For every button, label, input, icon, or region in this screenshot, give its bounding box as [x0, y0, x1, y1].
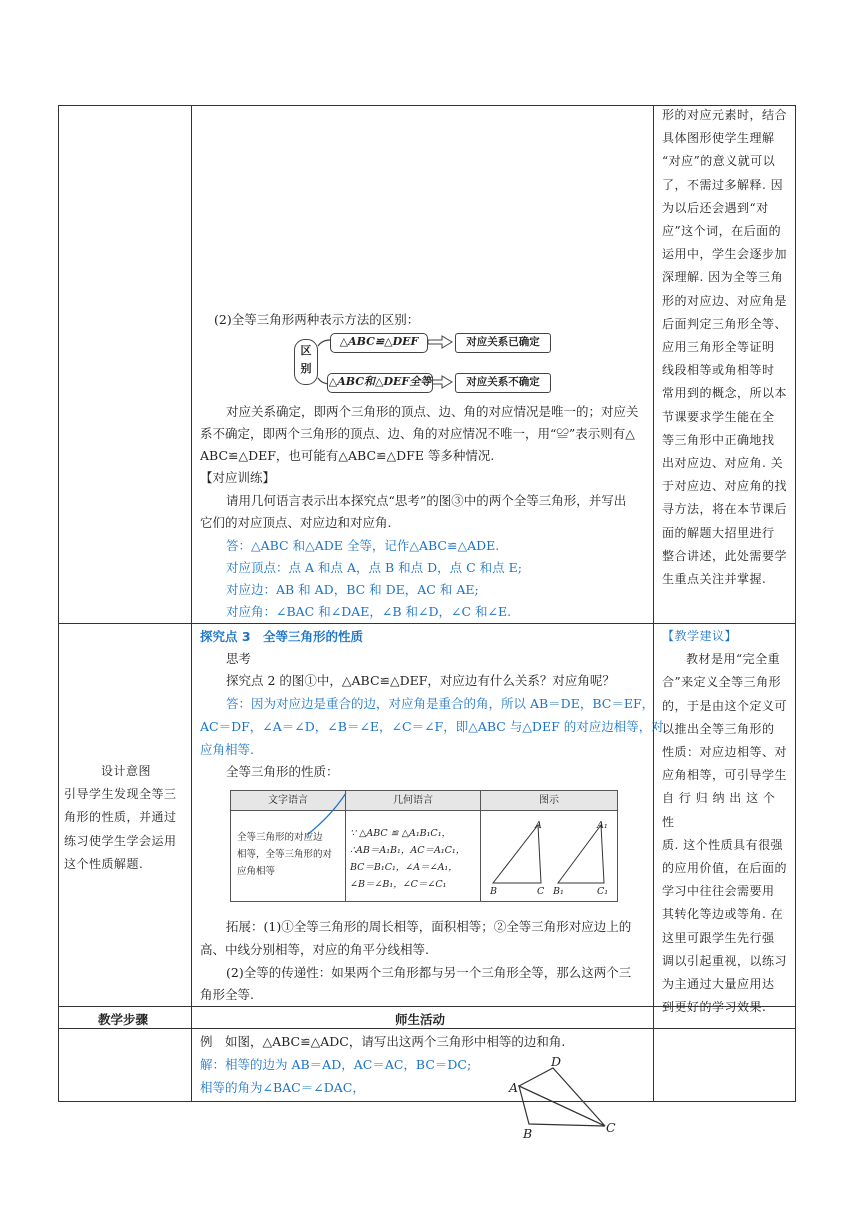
solution-line-1: 解：相等的边为 AB＝AD，AC＝AC，BC＝DC; — [200, 1057, 472, 1072]
th-geometry-language: 几何语言 — [346, 791, 480, 811]
answer-line-3: 对应边：AB 和 AD，BC 和 DE，AC 和 AE; — [226, 582, 479, 597]
answer-line-4: 对应角：∠BAC 和∠DAE，∠B 和∠D，∠C 和∠E. — [226, 604, 512, 619]
mid-answer-3: 应角相等. — [200, 742, 254, 757]
para-line-3: ABC≌△DEF，也可能有△ABC≌△DFE 等多种情况. — [200, 448, 495, 463]
box-abc-congruent-def: △ABC≌△DEF — [330, 333, 428, 353]
fig-label-a1: A₁ — [597, 820, 608, 831]
table-border-left — [58, 105, 59, 1102]
extend-line-1: 拓展：(1)①全等三角形的周长相等，面积相等；②全等三角形对应边上的 — [226, 919, 632, 934]
ex-label-a: A — [509, 1080, 519, 1095]
table-border-col1 — [191, 105, 192, 1102]
fig-label-b: B — [490, 886, 497, 897]
header-teaching-steps: 教学步骤 — [98, 1012, 149, 1027]
congruent-triangles-figure — [483, 813, 615, 899]
teaching-suggestion: 【教学建议】 教材是用“完全重 合”来定义全等三角形 的，于是由这个定义可 以推出全等三角形的 性质：对应边相等、对 应角相等，可引导学生 自 行 归 纳 出 这 个 性 质. 这个性质具有很强 的应用价值，在后面的 学习中往往会需要用 其转化等边或等角. 在 这里可跟学生先行强 调以引起重视，以练习 为主通过大量应用达 到更好的学习效果. — [662, 625, 792, 1019]
suggest-title: 【教学建议】 — [662, 629, 738, 643]
fig-label-c: C — [537, 886, 545, 897]
training-line-2: 它们的对应顶点、对应边和对应角. — [200, 515, 392, 530]
table-border-col2 — [653, 105, 654, 1102]
th-text-language: 文字语言 — [231, 791, 345, 811]
th-figure: 图示 — [481, 791, 617, 811]
para-line-2: 系不确定，即两个三角形的顶点、边、角的对应情况不唯一，用“≌”表示则有△ — [200, 426, 635, 441]
table-border-right — [795, 105, 796, 1102]
extend-line-2: 高、中线分别相等，对应的角平分线相等. — [200, 942, 429, 957]
table-line-header — [58, 1028, 796, 1029]
mid-answer-1: 答：因为对应边是重合的边，对应角是重合的角，所以 AB＝DE，BC＝EF， — [226, 696, 655, 711]
mid-answer-2: AC＝DF，∠A＝∠D，∠B＝∠E，∠C＝∠F，即△ABC 与△DEF 的对应边相等，对 — [200, 719, 664, 734]
item2-title: (2)全等三角形两种表示方法的区别： — [214, 312, 420, 327]
ex-label-b: B — [523, 1126, 533, 1141]
fig-label-b1: B₁ — [553, 886, 564, 897]
fig-label-a: A — [535, 820, 542, 831]
think-label: 思考 — [226, 651, 252, 666]
training-title: 【对应训练】 — [200, 470, 276, 485]
property-title: 全等三角形的性质： — [226, 764, 339, 779]
design-intent: 设计意图 引导学生发现全等三 角形的性质，并通过 练习使学生学会运用 这个性质解题. — [64, 760, 188, 876]
arrow-right-icon — [428, 336, 452, 348]
extend-line-4: 角形全等. — [200, 987, 254, 1002]
box-abc-and-def-congruent: △ABC和△DEF全等 — [327, 373, 433, 393]
ex-label-d: D — [551, 1054, 562, 1069]
table-line-row1 — [58, 623, 796, 624]
design-title: 设计意图 — [100, 764, 151, 778]
answer-line-2: 对应顶点：点 A 和点 A，点 B 和点 D，点 C 和点 E; — [226, 560, 522, 575]
right-notes-top: 形的对应元素时，结合 具体图形使学生理解 “对应”的意义就可以 了，不需过多解释. 因 为以后还会遇到“对 应”这个词，在后面的 运用中，学生会逐步加 深理解. 因为全等三角 形的对应边、对应角是 后面判定三角形全等、 应用三角形全等证明 线段相等或角相等时 常用到的概念，所以本 节课要求学生能在全 等三角形中正确地找 出对应边、对应角. 关 于对应边、对应角的找 寻方法，将在本节课后 面的解题大招里进行 整合讲述，此处需要学 生重点关注并掌握. — [662, 108, 788, 587]
para-line-1: 对应关系确定，即两个三角形的顶点、边、角的对应情况是唯一的；对应关 — [226, 404, 639, 419]
example-text: 例 如图，△ABC≌△ADC，请写出这两个三角形中相等的边和角. — [200, 1034, 566, 1049]
solution-line-2: 相等的角为∠BAC＝∠DAC， — [200, 1080, 365, 1095]
ex-label-c: C — [606, 1120, 616, 1135]
property-table — [230, 790, 618, 902]
answer-line-1: 答：△ABC 和△ADE 全等，记作△ABC≌△ADE. — [226, 538, 500, 553]
text-language-cell: 全等三角形的对应边 相等，全等三角形的对 应角相等 — [237, 832, 333, 877]
fig-label-c1: C₁ — [597, 886, 609, 897]
extend-line-3: (2)全等的传递性：如果两个三角形都与另一个三角形全等，那么这两个三 — [226, 965, 632, 980]
training-line-1: 请用几何语言表示出本探究点“思考”的图③中的两个全等三角形，并写出 — [226, 493, 627, 508]
geometry-language-cell: ∵ △ABC ≌ △A₁B₁C₁， ∴AB＝A₁B₁，AC＝A₁C₁， BC＝B₁C₁，∠A＝∠A₁， ∠B＝∠B₁，∠C＝∠C₁ — [350, 828, 466, 890]
table-line-bottom — [58, 1101, 796, 1102]
question: 探究点 2 的图①中，△ABC≌△DEF，对应边有什么关系？对应角呢？ — [226, 673, 615, 688]
header-activities: 师生活动 — [395, 1012, 446, 1027]
section-heading: 探究点 3 全等三角形的性质 — [200, 629, 364, 644]
box-relation-determined: 对应关系已确定 — [455, 333, 551, 353]
diagram-left-label: 区 别 — [294, 339, 318, 385]
box-relation-undetermined: 对应关系不确定 — [455, 373, 551, 393]
